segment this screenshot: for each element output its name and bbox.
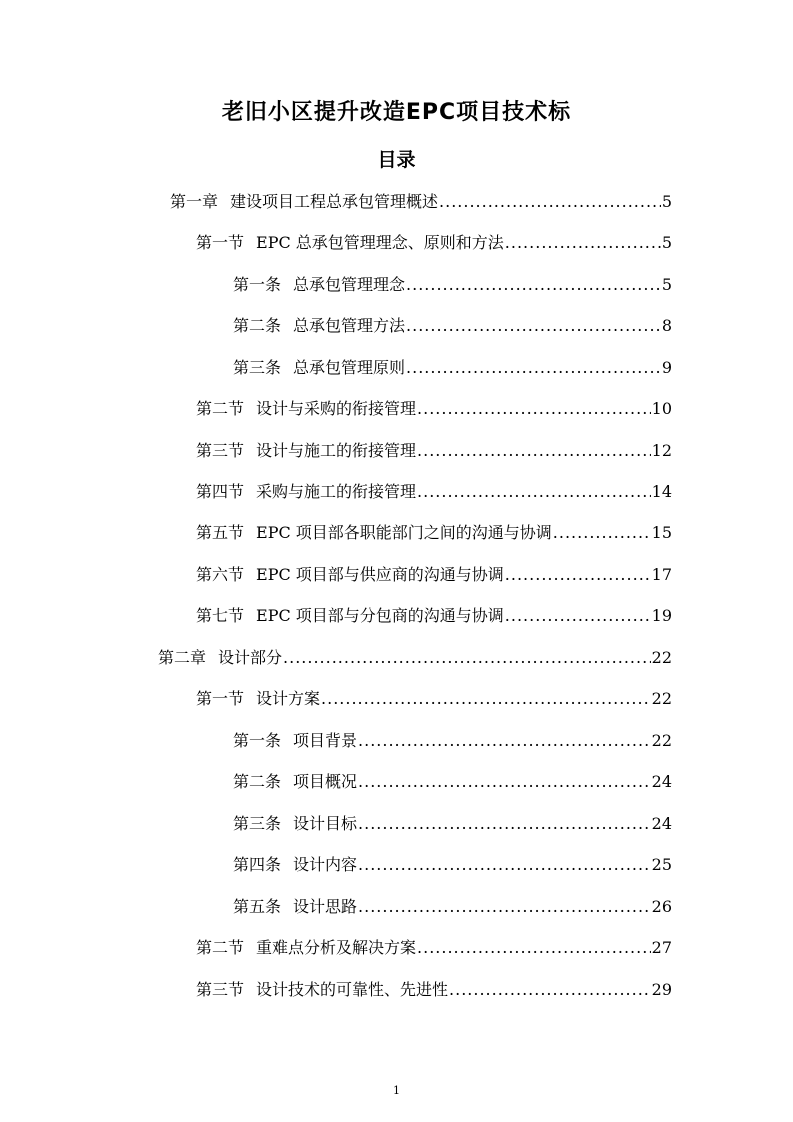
toc-dot-leader xyxy=(406,275,661,295)
toc-entry-article[interactable] xyxy=(233,887,672,917)
toc-dot-leader xyxy=(449,980,651,1000)
toc-dot-leader xyxy=(358,772,651,792)
toc-text: EPC 项目部与分包商的沟通与协调 xyxy=(256,606,504,625)
toc-prefix: 第一节 xyxy=(196,233,245,252)
toc-dot-leader xyxy=(505,606,651,626)
toc-text: EPC 项目部各职能部门之间的沟通与协调 xyxy=(256,523,552,542)
toc-prefix: 第三节 xyxy=(196,441,245,460)
toc-text: 设计技术的可靠性、先进性 xyxy=(256,980,449,999)
toc-entry-section[interactable] xyxy=(196,555,672,585)
toc-page: 19 xyxy=(651,606,672,625)
toc-text: 设计方案 xyxy=(256,689,321,708)
toc-prefix: 第六节 xyxy=(196,565,245,584)
toc-prefix: 第三条 xyxy=(233,358,282,377)
toc-page: 15 xyxy=(651,523,672,542)
toc-entry-section[interactable] xyxy=(196,928,672,958)
toc-page: 27 xyxy=(651,938,672,957)
toc-dot-leader xyxy=(358,855,651,875)
toc-entry-article[interactable] xyxy=(233,348,672,378)
toc-text: 设计目标 xyxy=(293,814,358,833)
toc-text: 总承包管理理念 xyxy=(293,275,406,294)
toc-prefix: 第三节 xyxy=(196,980,245,999)
toc-dot-leader xyxy=(283,648,651,668)
toc-text: 项目概况 xyxy=(293,772,358,791)
toc-prefix: 第二节 xyxy=(196,399,245,418)
toc-dot-leader xyxy=(505,233,661,253)
document-title: 老旧小区提升改造EPC项目技术标 xyxy=(221,100,572,125)
toc-prefix: 第一条 xyxy=(233,731,282,750)
toc-dot-leader xyxy=(553,523,651,543)
toc-page: 29 xyxy=(651,980,672,999)
toc-prefix: 第一条 xyxy=(233,275,282,294)
toc-dot-leader xyxy=(417,938,651,958)
toc-text: EPC 总承包管理理念、原则和方法 xyxy=(256,233,504,252)
toc-dot-leader xyxy=(417,441,651,461)
toc-prefix: 第四节 xyxy=(196,482,245,501)
toc-dot-leader xyxy=(417,399,651,419)
toc-entry-chapter-2[interactable] xyxy=(158,638,672,668)
toc-text: 设计与施工的衔接管理 xyxy=(256,441,417,460)
toc-dot-leader xyxy=(358,731,651,751)
toc-entry-chapter-1[interactable] xyxy=(170,182,672,212)
toc-page: 14 xyxy=(651,482,672,501)
toc-prefix: 第一节 xyxy=(196,689,245,708)
toc-entry-section[interactable] xyxy=(196,472,672,502)
toc-page: 5 xyxy=(661,192,672,211)
toc-text: 总承包管理方法 xyxy=(293,316,406,335)
toc-dot-leader xyxy=(358,897,651,917)
toc-page: 9 xyxy=(661,358,672,377)
toc-prefix: 第四条 xyxy=(233,855,282,874)
toc-prefix: 第五节 xyxy=(196,523,245,542)
toc-entry-article[interactable] xyxy=(233,804,672,834)
toc-text: 设计思路 xyxy=(293,897,358,916)
toc-entry-section[interactable] xyxy=(196,431,672,461)
toc-prefix: 第一章 xyxy=(170,192,219,211)
toc-page: 24 xyxy=(651,814,672,833)
toc-page: 26 xyxy=(651,897,672,916)
toc-text: 项目背景 xyxy=(293,731,358,750)
toc-page: 22 xyxy=(651,648,672,667)
toc-dot-leader xyxy=(358,814,651,834)
toc-text: 重难点分析及解决方案 xyxy=(256,938,417,957)
toc-prefix: 第七节 xyxy=(196,606,245,625)
toc-page: 12 xyxy=(651,441,672,460)
toc-text: 建设项目工程总承包管理概述 xyxy=(230,192,439,211)
toc-entry-article[interactable] xyxy=(233,762,672,792)
toc-entry-article[interactable] xyxy=(233,721,672,751)
toc-page: 24 xyxy=(651,772,672,791)
toc-prefix: 第五条 xyxy=(233,897,282,916)
toc-text: 总承包管理原则 xyxy=(293,358,406,377)
toc-text: 设计与采购的衔接管理 xyxy=(256,399,417,418)
toc-prefix: 第三条 xyxy=(233,814,282,833)
toc-dot-leader xyxy=(439,192,661,212)
toc-page: 17 xyxy=(651,565,672,584)
toc-text: 设计部分 xyxy=(218,648,283,667)
toc-page: 8 xyxy=(661,316,672,335)
toc-heading: 目录 xyxy=(377,149,416,171)
toc-text: 采购与施工的衔接管理 xyxy=(256,482,417,501)
toc-dot-leader xyxy=(505,565,651,585)
toc-page: 5 xyxy=(661,275,672,294)
toc-prefix: 第二条 xyxy=(233,316,282,335)
toc-entry-section[interactable] xyxy=(196,513,672,543)
toc-entry-article[interactable] xyxy=(233,265,672,295)
toc-entry-section[interactable] xyxy=(196,389,672,419)
toc-entry-article[interactable] xyxy=(233,306,672,336)
toc-entry-section[interactable] xyxy=(196,970,672,1000)
page-number: 1 xyxy=(393,1084,400,1097)
toc-dot-leader xyxy=(406,316,661,336)
toc-entry-section[interactable] xyxy=(196,679,672,709)
toc-dot-leader xyxy=(406,358,661,378)
toc-page: 25 xyxy=(651,855,672,874)
toc-page: 22 xyxy=(651,689,672,708)
toc-entry-section[interactable] xyxy=(196,223,672,253)
toc-dot-leader xyxy=(321,689,651,709)
toc-prefix: 第二节 xyxy=(196,938,245,957)
toc-entry-section[interactable] xyxy=(196,596,672,626)
toc-entry-article[interactable] xyxy=(233,845,672,875)
toc-prefix: 第二章 xyxy=(158,648,207,667)
toc-page: 10 xyxy=(651,399,672,418)
toc-text: EPC 项目部与供应商的沟通与协调 xyxy=(256,565,504,584)
toc-dot-leader xyxy=(417,482,651,502)
toc-prefix: 第二条 xyxy=(233,772,282,791)
toc-page: 5 xyxy=(661,233,672,252)
toc-page: 22 xyxy=(651,731,672,750)
toc-text: 设计内容 xyxy=(293,855,358,874)
